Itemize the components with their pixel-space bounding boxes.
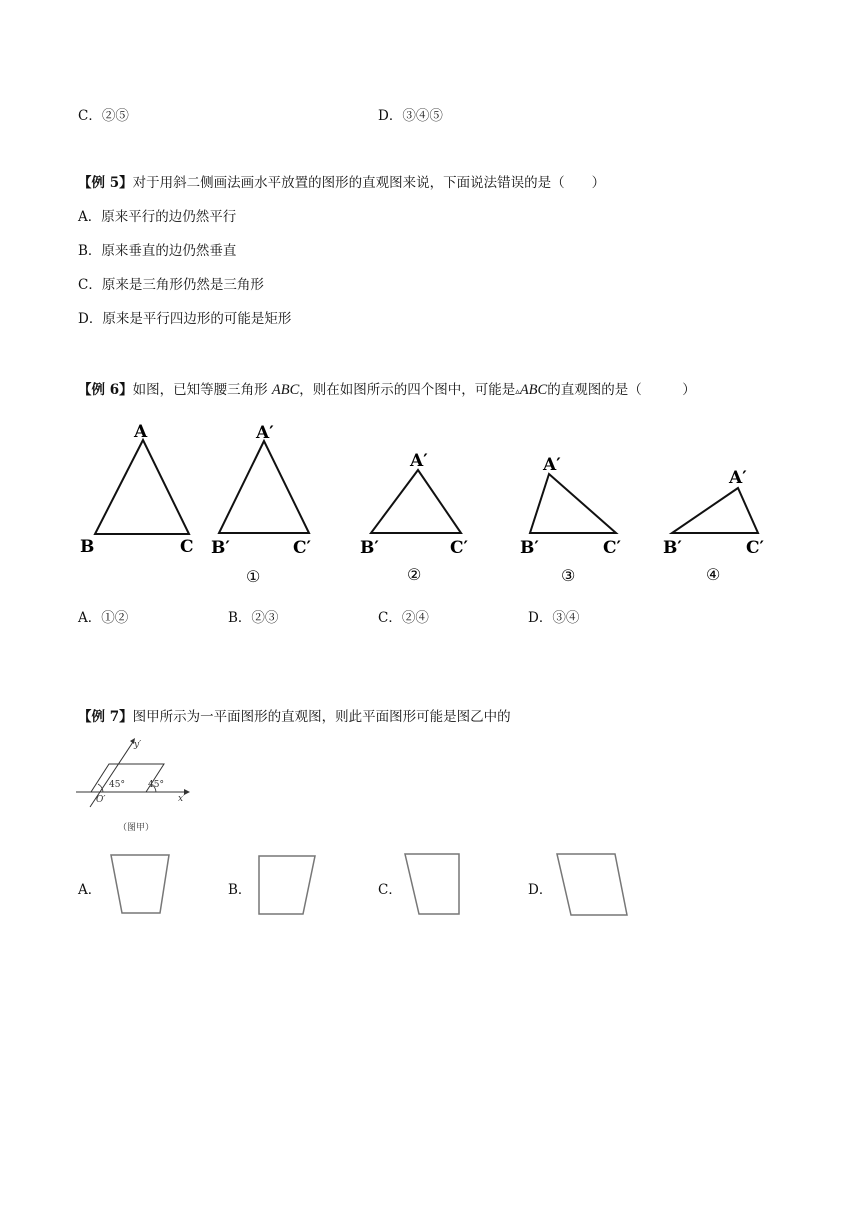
figure-4: [663, 468, 765, 584]
label-b: B: [80, 537, 95, 557]
trapezoid-a: [111, 855, 169, 913]
figure-1-number: ①: [246, 567, 261, 586]
example7-option-c: C．: [378, 882, 402, 898]
figure-2-label-a: A′: [410, 451, 428, 471]
figure-2-number: ②: [407, 565, 422, 584]
example6-text-before: 如图，已知等腰三角形: [132, 382, 272, 398]
parallelogram-d: [557, 854, 627, 915]
figure-1-label-b: B′: [211, 538, 230, 558]
figure-jia-caption: （图甲）: [118, 823, 155, 833]
example7-text: 图甲所示为一平面图形的直观图，则此平面图形可能是图乙中的: [132, 709, 511, 725]
example6-figures: [0, 410, 860, 590]
option-d-shape: [553, 848, 638, 920]
angle-label-1: 45°: [109, 780, 125, 790]
y-axis-label: y′: [134, 740, 142, 750]
angle-label-2: 45°: [148, 780, 164, 790]
figure-1-shape: [219, 441, 309, 533]
example6-abc: ABC: [271, 382, 300, 398]
example6-question: [78, 378, 696, 399]
figure-3-label-c: C′: [603, 538, 622, 558]
example7-option-b: B．: [228, 882, 252, 898]
figure-3: [520, 455, 622, 585]
example6-option-d: D．③④: [528, 610, 580, 626]
figure-4-label-b: B′: [663, 538, 682, 558]
label-c: C: [180, 537, 194, 557]
figure-1: [211, 423, 312, 586]
example6-tag: 【例 6】: [78, 382, 133, 398]
example7-option-d: D．: [528, 882, 553, 898]
example5-text: 对于用斜二侧画法画水平放置的图形的直观图来说，下面说法错误的是（ ）: [132, 175, 606, 191]
example6-text-after: 的直观图的是（ ）: [547, 382, 696, 398]
figure-1-label-c: C′: [293, 538, 312, 558]
label-a: A: [134, 422, 148, 442]
example6-option-b: B．②③: [228, 610, 279, 626]
example6-option-c: C．②④: [378, 610, 429, 626]
triangle-abc: [80, 422, 194, 557]
option-c-prev: C．②⑤: [78, 108, 129, 124]
figure-4-label-c: C′: [746, 538, 765, 558]
figure-1-label-a: A′: [256, 423, 274, 443]
figure-2: [360, 451, 469, 584]
example5-question: [78, 171, 605, 191]
example6-text-mid: ，则在如图所示的四个图中，可能是: [299, 382, 516, 398]
trapezoid-b: [259, 856, 315, 914]
figure-3-label-a: A′: [543, 455, 561, 475]
figure-2-label-c: C′: [450, 538, 469, 558]
trapezoid-c: [405, 854, 459, 914]
triangle-abc-shape: [95, 440, 189, 534]
example7-tag: 【例 7】: [78, 709, 133, 725]
example5-option-b: B．原来垂直的边仍然垂直: [78, 243, 237, 259]
example5-option-c: C．原来是三角形仍然是三角形: [78, 277, 264, 293]
example7-question: [78, 705, 511, 725]
example5-option-d: D．原来是平行四边形的可能是矩形: [78, 311, 292, 327]
option-d-prev: D．③④⑤: [378, 108, 443, 124]
figure-3-number: ③: [561, 566, 576, 585]
triangle-symbol: ▵: [515, 387, 520, 397]
example6-abc-2: ABC: [519, 382, 548, 398]
figure-3-label-b: B′: [520, 538, 539, 558]
figure-3-shape: [530, 474, 616, 533]
example5-option-a: A．原来平行的边仍然平行: [78, 209, 237, 225]
figure-4-number: ④: [706, 565, 721, 584]
figure-4-label-a: A′: [729, 468, 747, 488]
figure-2-shape: [371, 470, 461, 533]
example7-option-a: A．: [78, 882, 102, 898]
option-b-shape: [255, 850, 325, 920]
x-axis-label: x′: [178, 794, 186, 804]
origin-label: O′: [96, 795, 106, 805]
figure-4-shape: [672, 488, 758, 533]
example5-tag: 【例 5】: [78, 175, 133, 191]
figure-2-label-b: B′: [360, 538, 379, 558]
example6-option-a: A．①②: [78, 610, 129, 626]
figure-jia: [76, 733, 198, 837]
option-c-shape: [402, 850, 472, 920]
option-a-shape: [105, 850, 175, 920]
